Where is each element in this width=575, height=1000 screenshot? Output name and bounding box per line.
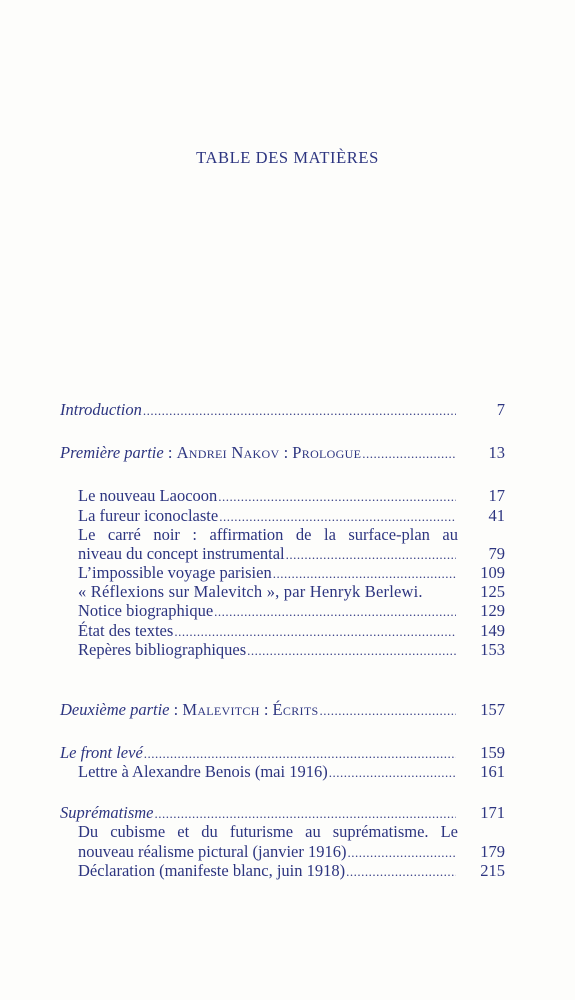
entry-label: Le nouveau Laocoon bbox=[78, 486, 218, 505]
toc-entry-declaration[interactable] bbox=[78, 861, 505, 882]
part-author: Andrei Nakov bbox=[176, 443, 280, 462]
toc-entry-fureur[interactable] bbox=[78, 506, 505, 527]
entry-label: Notice biographique bbox=[78, 601, 214, 620]
part-name: Prologue bbox=[292, 443, 362, 462]
toc-entry-lettre[interactable] bbox=[78, 762, 505, 783]
entry-label bbox=[60, 443, 361, 463]
part-prefix: Première partie bbox=[60, 443, 164, 462]
entry-label: Le front levé bbox=[60, 743, 143, 762]
toc-entry-notice[interactable] bbox=[78, 601, 505, 622]
entry-label: « Réflexions sur Malevitch », par Henryk Berlewi. bbox=[78, 582, 423, 601]
entry-page: 161 bbox=[480, 762, 505, 781]
entry-page: 129 bbox=[480, 601, 505, 620]
dot-leader bbox=[218, 487, 456, 507]
dot-leader bbox=[273, 564, 456, 584]
entry-page: 159 bbox=[480, 743, 505, 762]
entry-label: La fureur iconoclaste bbox=[78, 506, 219, 525]
entry-page: 79 bbox=[488, 544, 505, 563]
part-name: Écrits bbox=[272, 700, 319, 719]
dot-leader bbox=[346, 862, 456, 882]
entry-label: nouveau réalisme pictural (janvier 1916) bbox=[78, 842, 347, 861]
toc-entry-reflexions[interactable] bbox=[78, 582, 505, 602]
dot-leader bbox=[174, 622, 456, 642]
dot-leader bbox=[214, 602, 456, 622]
entry-page: 17 bbox=[488, 486, 505, 505]
dot-leader bbox=[286, 545, 456, 565]
dot-leader bbox=[329, 763, 456, 783]
entry-label: État des textes bbox=[78, 621, 174, 640]
entry-page: 149 bbox=[480, 621, 505, 640]
dot-leader bbox=[219, 507, 456, 527]
entry-page: 179 bbox=[480, 842, 505, 861]
toc-entry-carre-line1[interactable]: Le carré noir : affirmation de la surface-plan au bbox=[78, 525, 458, 544]
toc-entry-cubisme-line1[interactable]: Du cubisme et du futurisme au suprématisme. Le bbox=[78, 822, 458, 841]
entry-page: 41 bbox=[488, 506, 505, 525]
toc-entry-introduction[interactable] bbox=[60, 400, 505, 421]
entry-label bbox=[60, 700, 318, 720]
part-separator: : bbox=[259, 700, 273, 719]
toc-entry-front[interactable] bbox=[60, 743, 505, 764]
entry-page: 7 bbox=[496, 400, 505, 419]
toc-entry-voyage[interactable] bbox=[78, 563, 505, 584]
part-separator: : bbox=[163, 443, 177, 462]
entry-label: Déclaration (manifeste blanc, juin 1918) bbox=[78, 861, 346, 880]
entry-label: niveau du concept instrumental bbox=[78, 544, 285, 563]
part-separator: : bbox=[169, 700, 183, 719]
toc-entry-laocoon[interactable] bbox=[78, 486, 505, 507]
dot-leader bbox=[362, 444, 456, 464]
toc-entry-etat[interactable] bbox=[78, 621, 505, 642]
entry-label: Lettre à Alexandre Benois (mai 1916) bbox=[78, 762, 328, 781]
toc-entry-cubisme[interactable] bbox=[78, 842, 505, 863]
entry-page: 157 bbox=[480, 700, 505, 719]
page-title: TABLE DES MATIÈRES bbox=[196, 148, 379, 167]
dot-leader bbox=[319, 701, 456, 721]
entry-page: 215 bbox=[480, 861, 505, 880]
entry-label: Introduction bbox=[60, 400, 142, 419]
entry-label: Suprématisme bbox=[60, 803, 154, 822]
dot-leader bbox=[144, 744, 456, 764]
toc-entry-suprematisme[interactable] bbox=[60, 803, 505, 824]
toc-entry-reperes[interactable] bbox=[78, 640, 505, 661]
part-prefix: Deuxième partie bbox=[60, 700, 170, 719]
entry-label: L’impossible voyage parisien bbox=[78, 563, 272, 582]
toc-entry-part1[interactable] bbox=[60, 443, 505, 464]
part-author: Malevitch bbox=[182, 700, 260, 719]
dot-leader bbox=[155, 804, 457, 824]
entry-page: 171 bbox=[480, 803, 505, 822]
entry-page: 125 bbox=[480, 582, 505, 601]
dot-leader bbox=[143, 401, 456, 421]
entry-page: 109 bbox=[480, 563, 505, 582]
part-separator: : bbox=[279, 443, 293, 462]
dot-leader bbox=[247, 641, 456, 661]
dot-leader bbox=[347, 843, 456, 863]
toc-entry-carre[interactable] bbox=[78, 544, 505, 565]
entry-page: 13 bbox=[488, 443, 505, 462]
entry-label: Repères bibliographiques bbox=[78, 640, 247, 659]
toc-entry-part2[interactable] bbox=[60, 700, 505, 721]
entry-page: 153 bbox=[480, 640, 505, 659]
